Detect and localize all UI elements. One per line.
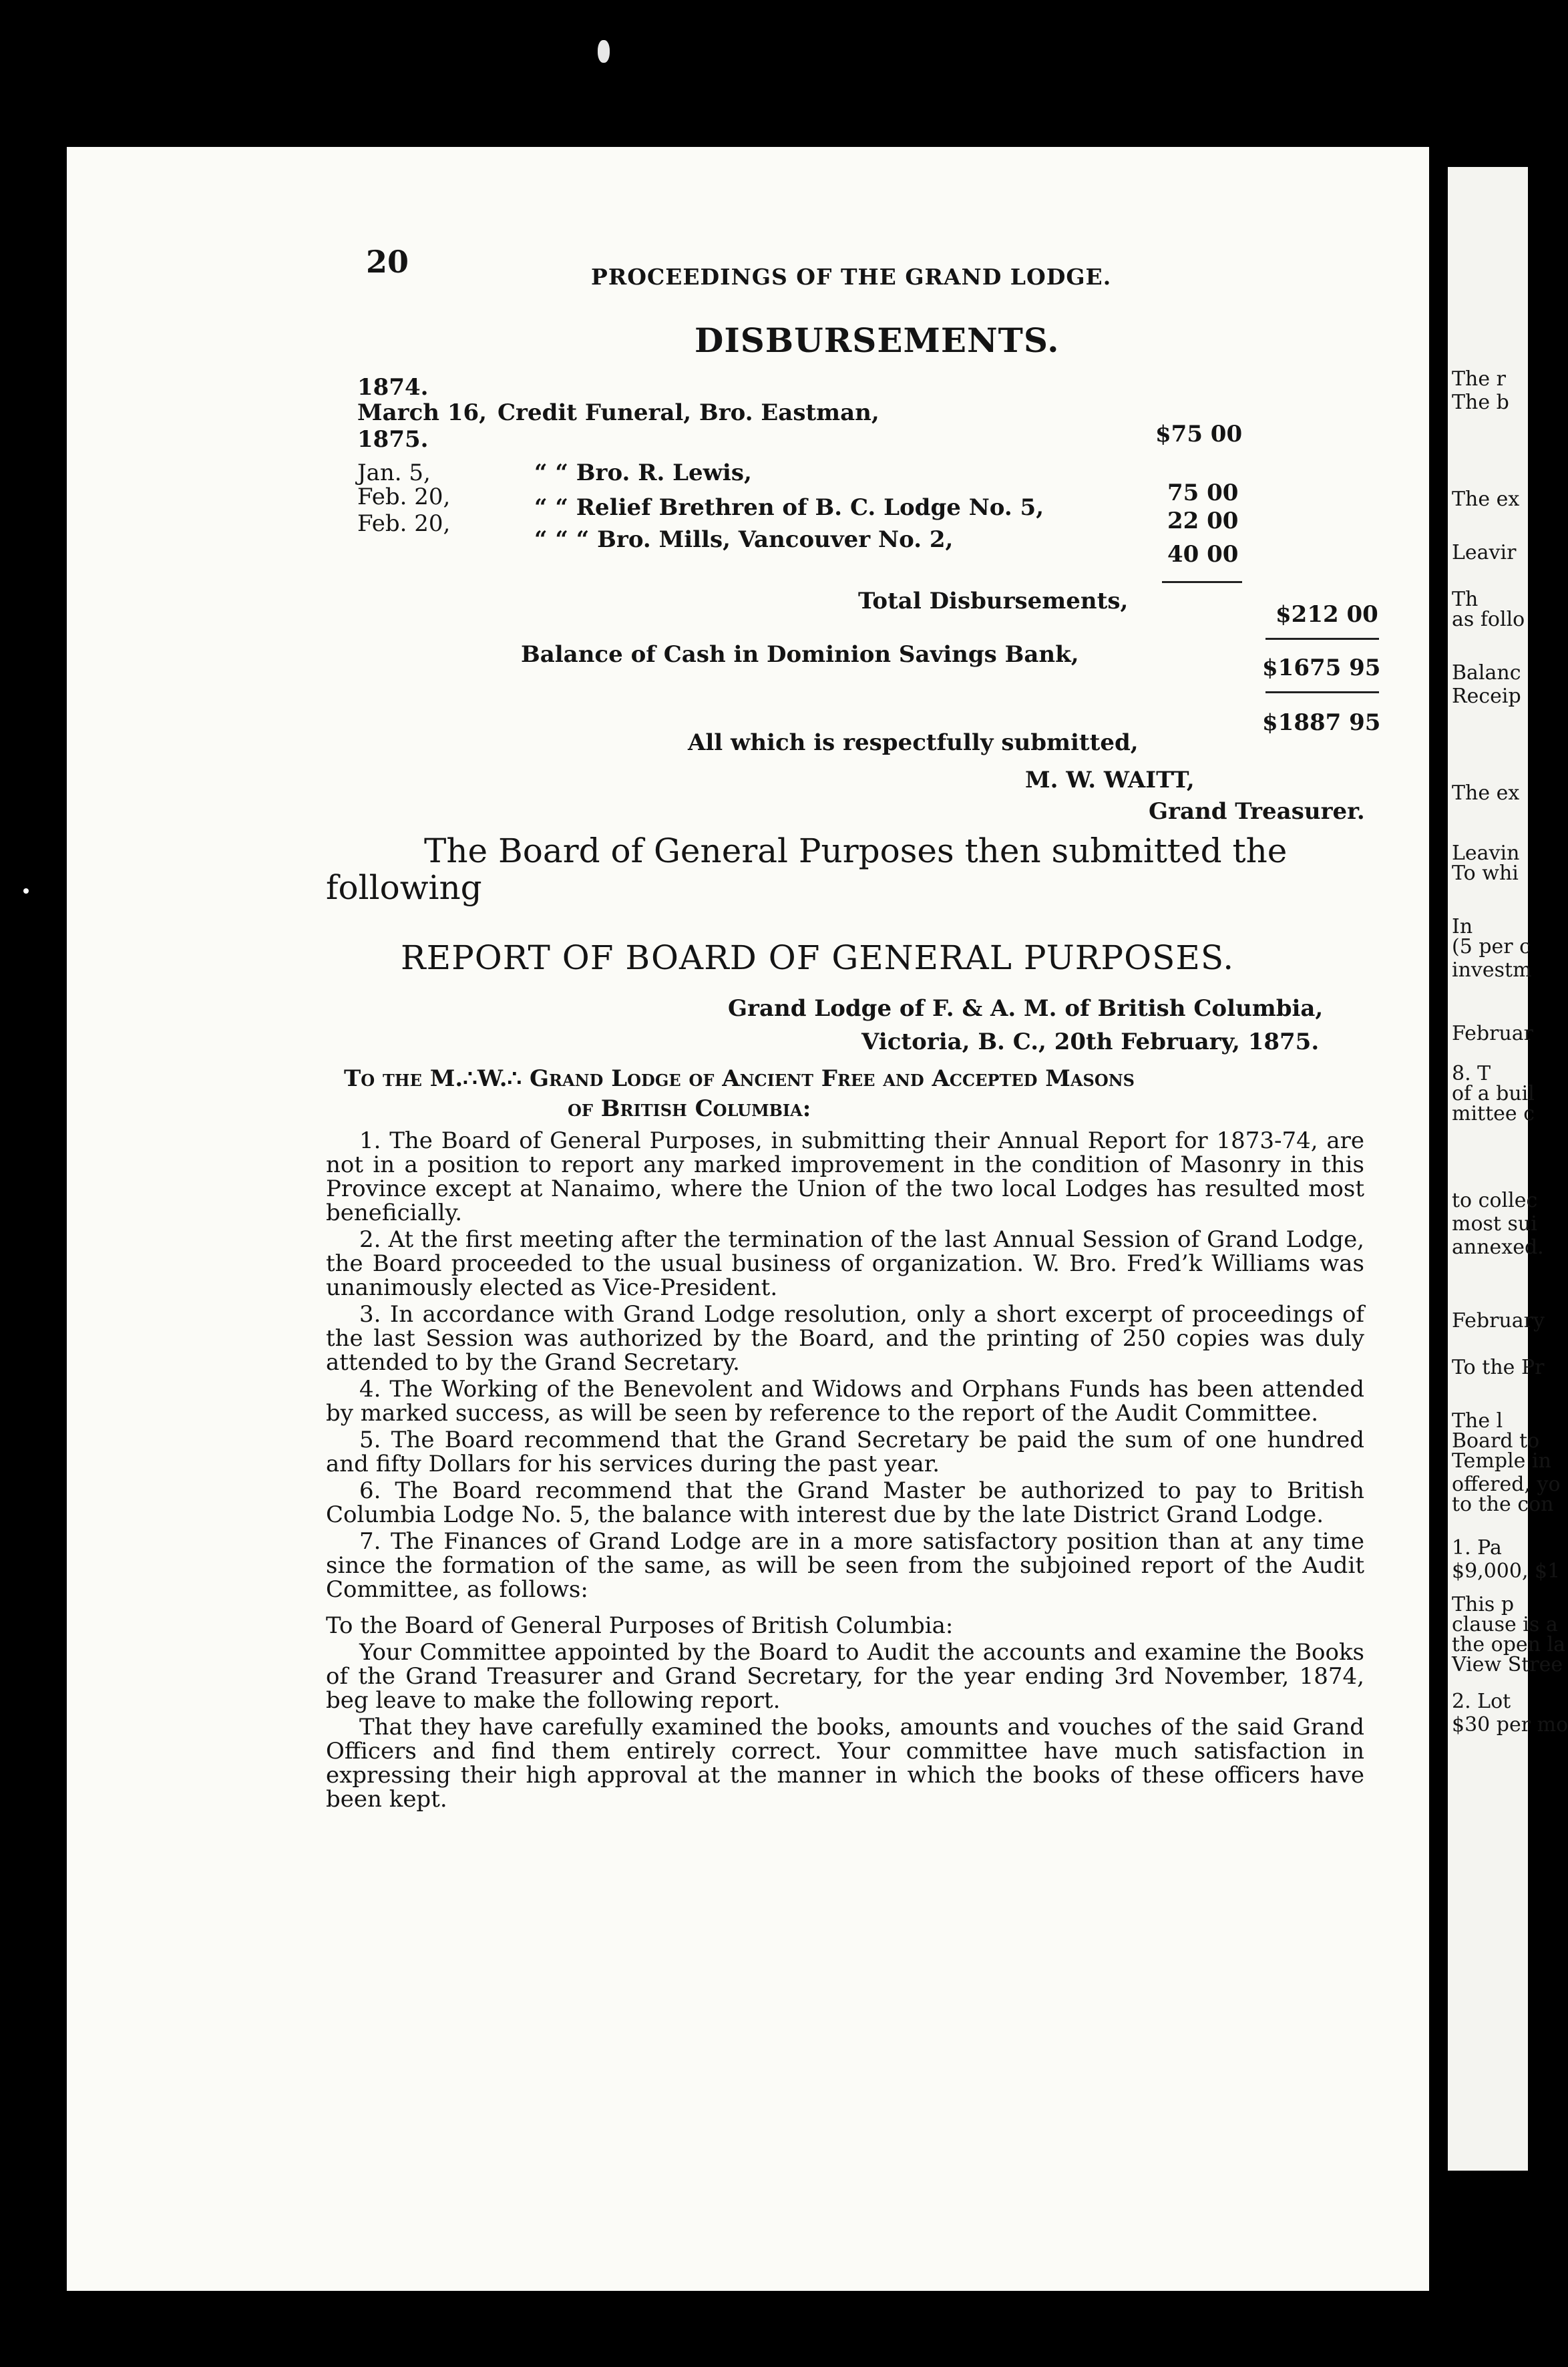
ledger-date: March 16,: [357, 399, 487, 426]
ledger-date: Feb. 20,: [357, 484, 451, 510]
report-paragraph: 5. The Board recommend that the Grand Secretary be paid the sum of one hundred and fifty Dollars for his services during the past year.: [326, 1427, 1364, 1477]
adjacent-page-fragment: In: [1452, 915, 1473, 938]
report-paragraph: 3. In accordance with Grand Lodge resolution, only a short excerpt of proceedings of the last Session was authorized by the Board, and the printing of 250 copies was duly attended to by the Grand Secretary.: [326, 1301, 1364, 1376]
ledger-rule: [1265, 638, 1379, 640]
adjacent-page-fragment: 2. Lot: [1452, 1690, 1511, 1713]
adjacent-page-fragment: View Stree: [1452, 1653, 1563, 1676]
running-head: PROCEEDINGS OF THE GRAND LODGE.: [591, 264, 1112, 290]
adjacent-page-fragment: The l: [1452, 1409, 1503, 1433]
adjacent-page-fragment: The ex: [1452, 488, 1520, 511]
report-paragraph: 2. At the first meeting after the termination of the last Annual Session of Grand Lodge, the Board proceeded to the usual business of organization. W. Bro. Fred’k Williams was unanimously elected as Vice-President.: [326, 1226, 1364, 1301]
adjacent-page-fragment: clause is a: [1452, 1613, 1558, 1636]
dateline-location: Grand Lodge of F. & A. M. of British Columbia,: [728, 995, 1324, 1022]
adjacent-page-fragment: the open la: [1452, 1633, 1566, 1656]
ledger-description: “ “ Bro. R. Lewis,: [534, 460, 752, 486]
submitted-line: All which is respectfully submitted,: [688, 729, 1139, 756]
adjacent-page-fragment: Balanc: [1452, 661, 1521, 685]
balance-label: Balance of Cash in Dominion Savings Bank,: [521, 641, 1079, 668]
adjacent-page-fragment: Th: [1452, 588, 1479, 611]
adjacent-page-fragment: Leavin: [1452, 842, 1520, 865]
adjacent-page-fragment: Receip: [1452, 685, 1521, 708]
audit-address: To the Board of General Purposes of British Columbia:: [326, 1612, 954, 1639]
adjacent-page-fragment: to collec: [1452, 1189, 1538, 1212]
signer-title: Grand Treasurer.: [1149, 798, 1365, 825]
scan-speck: [598, 40, 610, 63]
report-body: [326, 1129, 1364, 1814]
ledger-amount: 75 00: [1167, 480, 1239, 506]
adjacent-page-fragment: most sui: [1452, 1212, 1537, 1236]
adjacent-page-fragment: Leavir: [1452, 541, 1517, 564]
adjacent-page-fragment: This p: [1452, 1593, 1515, 1616]
report-address: To the M.∴W.∴ Grand Lodge of Ancient Free and Accepted Masons: [344, 1065, 1135, 1092]
adjacent-page-fragment: The b: [1452, 391, 1509, 414]
adjacent-page-fragment: 8. T: [1452, 1062, 1491, 1085]
page-number: 20: [366, 244, 409, 280]
report-title: REPORT OF BOARD OF GENERAL PURPOSES.: [401, 938, 1235, 977]
dateline-date: Victoria, B. C., 20th February, 1875.: [861, 1029, 1320, 1055]
adjacent-page: [1448, 167, 1568, 2171]
report-address-continued: of British Columbia:: [568, 1095, 811, 1122]
total-amount: $212 00: [1276, 601, 1378, 628]
ledger-amount: 40 00: [1167, 541, 1239, 568]
adjacent-page-fragment: Februar: [1452, 1022, 1534, 1045]
adjacent-page-fragment: offered, yo: [1452, 1473, 1561, 1496]
signer-name: M. W. WAITT,: [1025, 767, 1195, 793]
board-intro-line2: following: [326, 868, 482, 907]
audit-paragraph: That they have carefully examined the books, amounts and vouches of the said Grand Officers and find them entirely correct. Your committee have much satisfaction in expressing their high approval at the manner in which the books of these officers have been kept.: [326, 1714, 1364, 1813]
adjacent-page-fragment: (5 per c: [1452, 935, 1531, 958]
scan-dot: [23, 888, 29, 894]
adjacent-page-fragment: $9,000, $1: [1452, 1560, 1561, 1583]
report-paragraph: 7. The Finances of Grand Lodge are in a more satisfactory position than at any time since the formation of the same, as will be seen from the subjoined report of the Audit Committee, as follows:: [326, 1528, 1364, 1603]
adjacent-page-fragment: The r: [1452, 367, 1506, 391]
adjacent-page-fragment: Temple in: [1452, 1449, 1551, 1473]
ledger-description: “ “ Relief Brethren of B. C. Lodge No. 5,: [534, 494, 1044, 521]
adjacent-page-fragment: to the con: [1452, 1493, 1554, 1516]
adjacent-page-fragment: of a buil: [1452, 1082, 1535, 1105]
ledger-date: Feb. 20,: [357, 510, 451, 537]
ledger-year-1875: 1875.: [357, 426, 429, 453]
ledger-description: “ “ “ Bro. Mills, Vancouver No. 2,: [534, 526, 954, 553]
adjacent-page-fragment: annexed.: [1452, 1236, 1544, 1259]
adjacent-page-fragment: The ex: [1452, 781, 1520, 805]
section-title: DISBURSEMENTS.: [695, 321, 1060, 360]
ledger-date: Jan. 5,: [357, 460, 431, 486]
adjacent-page-fragment: 1. Pa: [1452, 1536, 1502, 1560]
adjacent-page-fragment: mittee c: [1452, 1102, 1535, 1125]
adjacent-page-fragment: as follo: [1452, 608, 1525, 631]
report-paragraph: 4. The Working of the Benevolent and Widows and Orphans Funds has been attended by marked success, as will be seen by reference to the report of the Audit Committee.: [326, 1376, 1364, 1427]
report-paragraph: 6. The Board recommend that the Grand Master be authorized to pay to British Columbia Lodge No. 5, the balance with interest due by the late District Grand Lodge.: [326, 1477, 1364, 1528]
adjacent-page-fragment: investm: [1452, 958, 1532, 982]
adjacent-page-fragment: February: [1452, 1309, 1545, 1332]
grand-total: $1887 95: [1262, 709, 1381, 736]
balance-amount: $1675 95: [1262, 655, 1381, 681]
adjacent-page-fragment: Board to: [1452, 1429, 1540, 1453]
board-intro-line1: The Board of General Purposes then submitted the: [424, 832, 1288, 870]
adjacent-page-fragment: To whi: [1452, 862, 1519, 885]
total-label: Total Disbursements,: [858, 588, 1129, 614]
ledger-amount: 22 00: [1167, 508, 1239, 534]
ledger-amount: $75 00: [1155, 421, 1243, 447]
audit-paragraph: Your Committee appointed by the Board to Audit the accounts and examine the Books of the Grand Treasurer and Grand Secretary, for the year ending 3rd November, 1874, beg leave to make the following report.: [326, 1639, 1364, 1714]
report-paragraph: 1. The Board of General Purposes, in submitting their Annual Report for 1873-74, are not in a position to report any marked improvement in the condition of Masonry in this Province except at Nanaimo, where the Union of the two local Lodges has resulted most beneficially.: [326, 1127, 1364, 1226]
ledger-year-1874: 1874.: [357, 374, 429, 401]
ledger-rule: [1265, 691, 1379, 693]
adjacent-page-fragment: $30 per mo: [1452, 1713, 1568, 1737]
ledger-description: Credit Funeral, Bro. Eastman,: [498, 399, 879, 426]
ledger-rule: [1162, 581, 1242, 583]
adjacent-page-fragment: To the Pr: [1452, 1356, 1545, 1379]
